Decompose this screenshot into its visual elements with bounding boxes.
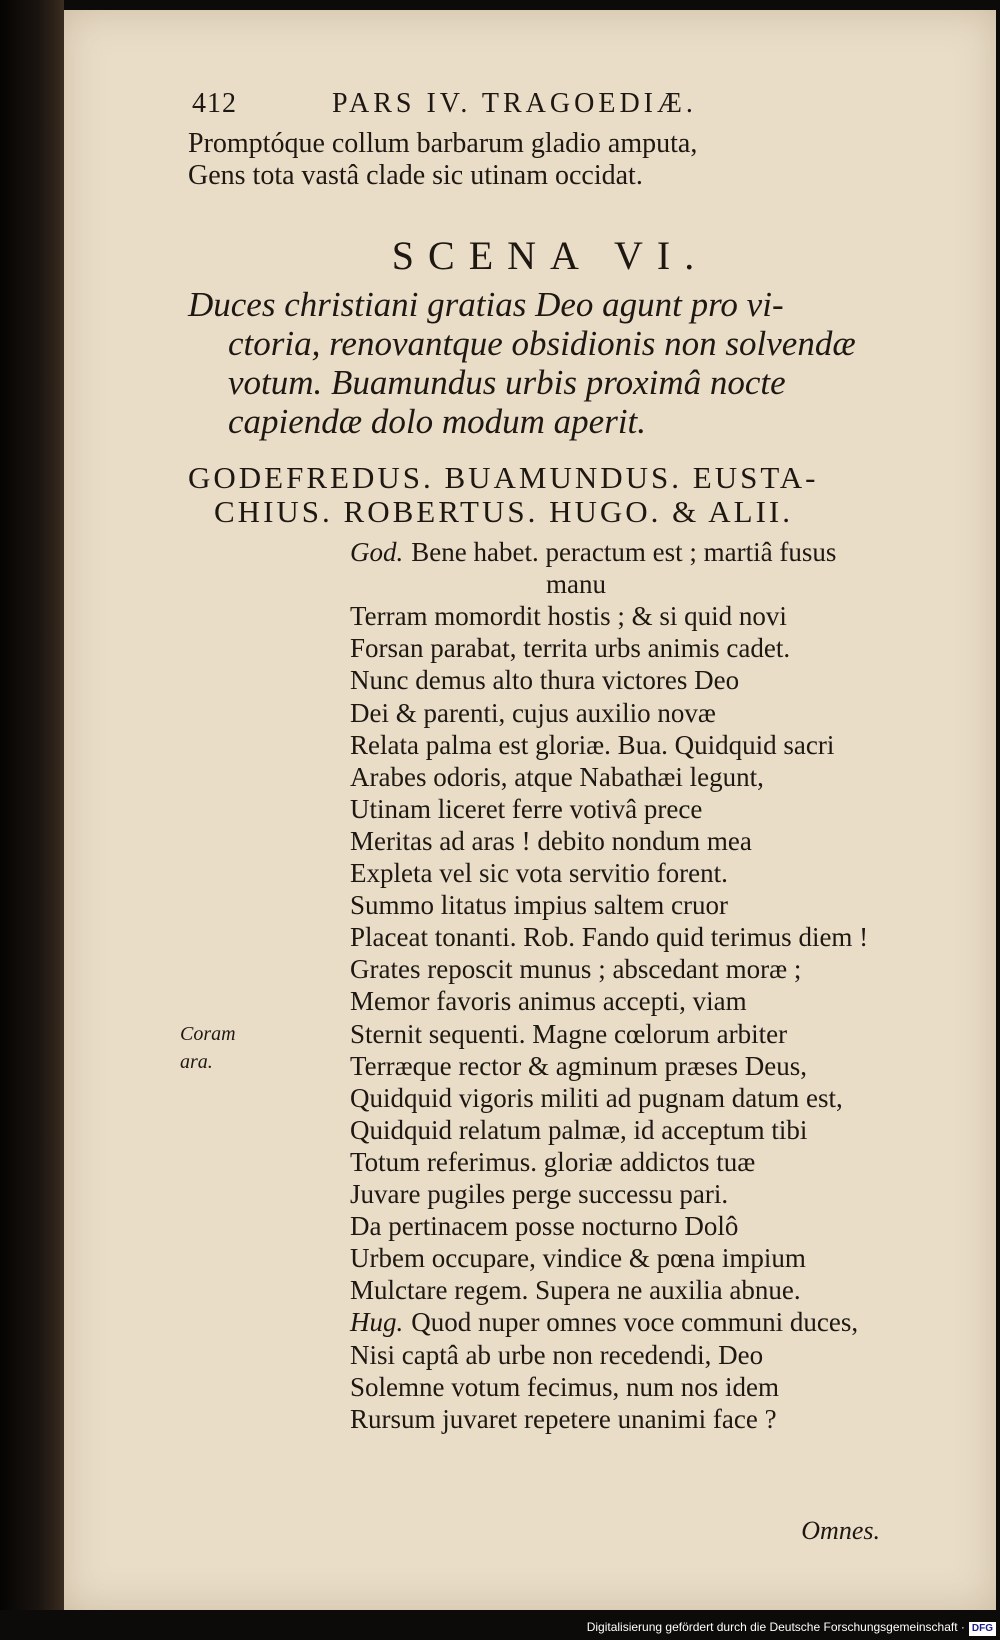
speaker-label: God. [350, 537, 404, 567]
dfg-logo: DFG [969, 1622, 996, 1636]
verse-text: Dei & parenti, cujus auxilio novæ [350, 697, 716, 728]
verse-text: Arabes odoris, atque Nabathæi legunt, [350, 761, 764, 792]
verse-line [350, 632, 790, 664]
scene-argument-line: ctoria, renovantque obsidionis non solvendæ [228, 324, 856, 363]
running-head: PARS IV. TRAGOEDIÆ. [332, 88, 697, 119]
verse-text: Utinam liceret ferre votivâ prece [350, 793, 703, 824]
verse-text: Placeat tonanti. Rob. Fando quid terimus diem ! [350, 922, 869, 953]
footer-text: Digitalisierung gefördert durch die Deutsche Forschungsgemeinschaft · [586, 1620, 965, 1634]
verse-line [350, 1210, 738, 1242]
verse-text: Quidquid vigoris militi ad pugnam datum est, [350, 1082, 843, 1113]
verse-text: Memor favoris animus accepti, viam [350, 986, 747, 1017]
verse-line [350, 985, 747, 1017]
verse-text: Da pertinacem posse nocturno Dolô [350, 1211, 739, 1242]
verse-text: Solemne votum fecimus, num nos idem [350, 1371, 779, 1402]
verse-text: Relata palma est gloriæ. Bua. Quidquid sacri [350, 729, 835, 760]
dramatis-personae-line: CHIUS. ROBERTUS. HUGO. & ALII. [214, 494, 793, 529]
page-header [192, 88, 866, 132]
verse-line [350, 1371, 779, 1403]
verse-line [350, 857, 728, 889]
marginal-note-line: ara. [180, 1051, 213, 1073]
verse-text: Summo litatus impius saltem cruor [350, 890, 728, 921]
verse-text: Nisi captâ ab urbe non recedendi, Deo [350, 1339, 764, 1370]
book-page [64, 10, 996, 1610]
verse-line [350, 1306, 858, 1338]
scene-title: SCENA VI. [391, 233, 709, 278]
verse-line [350, 1339, 763, 1371]
verse-line [350, 889, 728, 921]
verse-line [350, 1114, 807, 1146]
verse-line [350, 1178, 728, 1210]
verse-line [350, 953, 801, 985]
verse-line: Gens tota vastâ clade sic utinam occidat. [188, 160, 643, 191]
speaker-label: Hug. [350, 1307, 404, 1338]
verse-line [350, 1403, 777, 1435]
scene-argument-line: votum. Buamundus urbis proximâ nocte [228, 363, 786, 402]
verse-text: Mulctare regem. Supera ne auxilia abnue. [350, 1275, 801, 1306]
verse-text: Urbem occupare, vindice & pœna impium [350, 1243, 806, 1274]
verse-line [350, 1146, 755, 1178]
verse-line [350, 1018, 787, 1050]
verse-line [350, 1082, 843, 1114]
verse-text: manu [546, 569, 606, 600]
verse-line [350, 600, 787, 632]
verse-line [350, 697, 716, 729]
verse-line [350, 1050, 807, 1082]
marginal-note [180, 1020, 236, 1076]
verse-line [350, 1274, 801, 1306]
verse-text: Meritas ad aras ! debito nondum mea [350, 825, 752, 856]
verse-line [350, 664, 739, 696]
footer-credit [500, 1615, 996, 1639]
verse-text: Sternit sequenti. Magne cœlorum arbiter [350, 1018, 788, 1049]
book-gutter [0, 0, 64, 1610]
verse-line [350, 793, 702, 825]
verse-text: Juvare pugiles perge successu pari. [350, 1179, 729, 1209]
verse-text: Terræque rector & agminum præses Deus, [350, 1050, 807, 1081]
verse-text: Rursum juvaret repetere unanimi face ? [350, 1403, 777, 1434]
verse-line [350, 825, 752, 857]
verse-text: Grates reposcit munus ; abscedant moræ ; [350, 954, 802, 985]
verse-text: Bene habet. peractum est ; martiâ fusus [411, 537, 837, 567]
verse-text: Terram momordit hostis ; & si quid novi [350, 601, 787, 632]
verse-text: Totum referimus. gloriæ addictos tuæ [350, 1146, 756, 1177]
verse-line [546, 568, 606, 600]
marginal-note-line: Coram [180, 1023, 236, 1045]
page-number: 412 [192, 88, 237, 119]
verse-text: Forsan parabat, territa urbs animis cadet. [350, 633, 791, 664]
verse-line [350, 536, 836, 568]
verse-text: Nunc demus alto thura victores Deo [350, 665, 740, 696]
verse-line [350, 729, 834, 761]
verse-line: Promptóque collum barbarum gladio amputa, [188, 128, 698, 159]
scene-argument-line: Duces christiani gratias Deo agunt pro vi- [188, 285, 784, 324]
scene-argument-line: capiendæ dolo modum aperit. [228, 402, 647, 441]
verse-text: Quod nuper omnes voce communi duces, [411, 1307, 859, 1338]
verse-text: Quidquid relatum palmæ, id acceptum tibi [350, 1114, 808, 1145]
dramatis-personae-line: GODEFREDUS. BUAMUNDUS. EUSTA- [188, 460, 819, 495]
catchword: Omnes. [801, 1516, 880, 1545]
verse-text: Expleta vel sic vota servitio forent. [350, 858, 728, 888]
verse-line [350, 1242, 806, 1274]
verse-line [350, 921, 868, 953]
verse-line [350, 761, 764, 793]
